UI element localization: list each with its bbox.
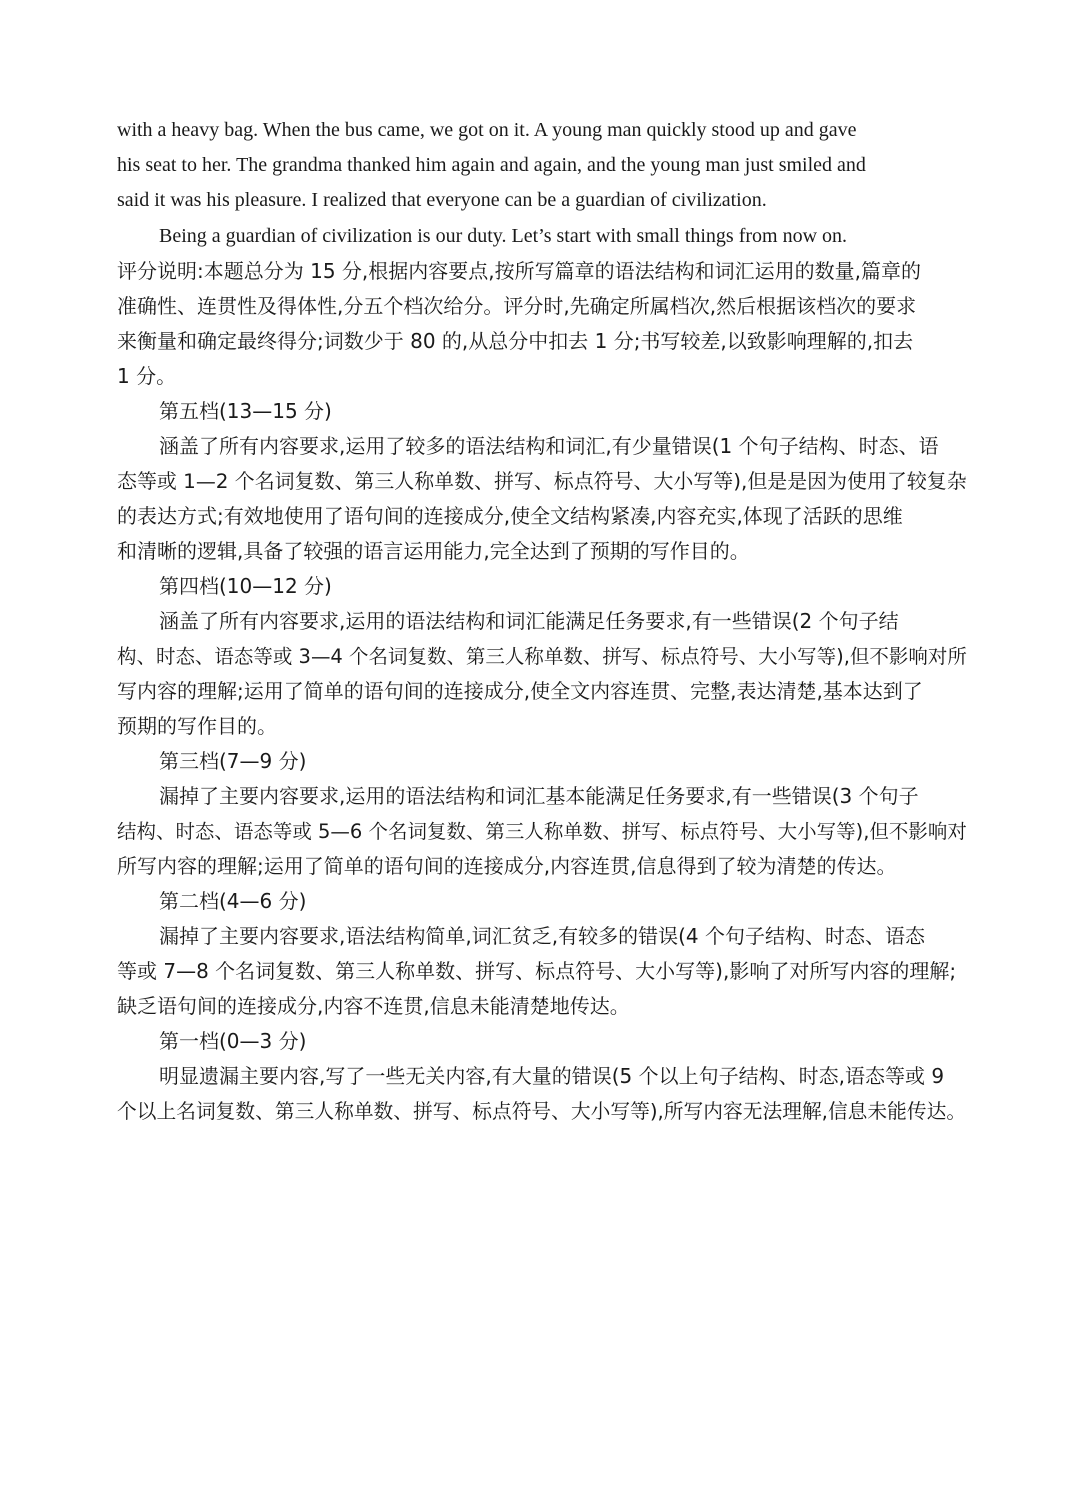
level-text-line: 漏掉了主要内容要求,运用的语法结构和词汇基本能满足任务要求,有一些错误(3 个句子: [159, 784, 919, 808]
level-text-line: 明显遗漏主要内容,写了一些无关内容,有大量的错误(5 个以上句子结构、时态,语态等或 9: [159, 1064, 945, 1088]
level-text-line: 涵盖了所有内容要求,运用的语法结构和词汇能满足任务要求,有一些错误(2 个句子结: [159, 609, 899, 633]
level-text-line: 写内容的理解;运用了简单的语句间的连接成分,使全文内容连贯、完整,表达清楚,基本达到了: [117, 679, 923, 703]
scoring-intro-line: 准确性、连贯性及得体性,分五个档次给分。评分时,先确定所属档次,然后根据该档次的要求: [117, 294, 917, 318]
level-text-line: 结构、时态、语态等或 5—6 个名词复数、第三人称单数、拼写、标点符号、大小写等),但不影响对: [117, 820, 967, 843]
level-text-line: 所写内容的理解;运用了简单的语句间的连接成分,内容连贯,信息得到了较为清楚的传达。: [117, 854, 897, 878]
level-title: 第四档(10—12 分): [159, 574, 332, 598]
level-text-line: 态等或 1—2 个名词复数、第三人称单数、拼写、标点符号、大小写等),但是是因为使用了较复杂: [117, 469, 967, 493]
essay-line: Being a guardian of civilization is our duty. Let’s start with small things from now on.: [159, 225, 848, 247]
essay-line: with a heavy bag. When the bus came, we got on it. A young man quickly stood up and gave: [117, 119, 857, 141]
essay-line: his seat to her. The grandma thanked him again and again, and the young man just smiled and: [117, 154, 866, 176]
level-title: 第二档(4—6 分): [159, 889, 307, 913]
level-text-line: 的表达方式;有效地使用了语句间的连接成分,使全文结构紧凑,内容充实,体现了活跃的思维: [117, 504, 903, 528]
level-text-line: 等或 7—8 个名词复数、第三人称单数、拼写、标点符号、大小写等),影响了对所写内容的理解;: [117, 959, 957, 983]
level-text-line: 涵盖了所有内容要求,运用了较多的语法结构和词汇,有少量错误(1 个句子结构、时态、语: [159, 434, 939, 458]
level-text-line: 漏掉了主要内容要求,语法结构简单,词汇贫乏,有较多的错误(4 个句子结构、时态、语态: [159, 924, 925, 948]
scoring-intro-line: 来衡量和确定最终得分;词数少于 80 的,从总分中扣去 1 分;书写较差,以致影响理解的,扣去: [117, 329, 914, 353]
level-title: 第三档(7—9 分): [159, 749, 307, 773]
scoring-intro-line: 1 分。: [117, 364, 177, 388]
level-text-line: 预期的写作目的。: [117, 714, 277, 738]
level-title: 第五档(13—15 分): [159, 399, 332, 423]
scoring-intro-line: 评分说明:本题总分为 15 分,根据内容要点,按所写篇章的语法结构和词汇运用的数量,篇章的: [117, 259, 921, 283]
level-text-line: 和清晰的逻辑,具备了较强的语言运用能力,完全达到了预期的写作目的。: [117, 539, 750, 563]
level-title: 第一档(0—3 分): [159, 1029, 307, 1053]
level-text-line: 构、时态、语态等或 3—4 个名词复数、第三人称单数、拼写、标点符号、大小写等),但不影响对所: [117, 645, 967, 668]
level-text-line: 个以上名词复数、第三人称单数、拼写、标点符号、大小写等),所写内容无法理解,信息未能传达。: [117, 1100, 967, 1123]
essay-line: said it was his pleasure. I realized that everyone can be a guardian of civilization.: [117, 189, 767, 211]
level-text-line: 缺乏语句间的连接成分,内容不连贯,信息未能清楚地传达。: [117, 994, 630, 1018]
